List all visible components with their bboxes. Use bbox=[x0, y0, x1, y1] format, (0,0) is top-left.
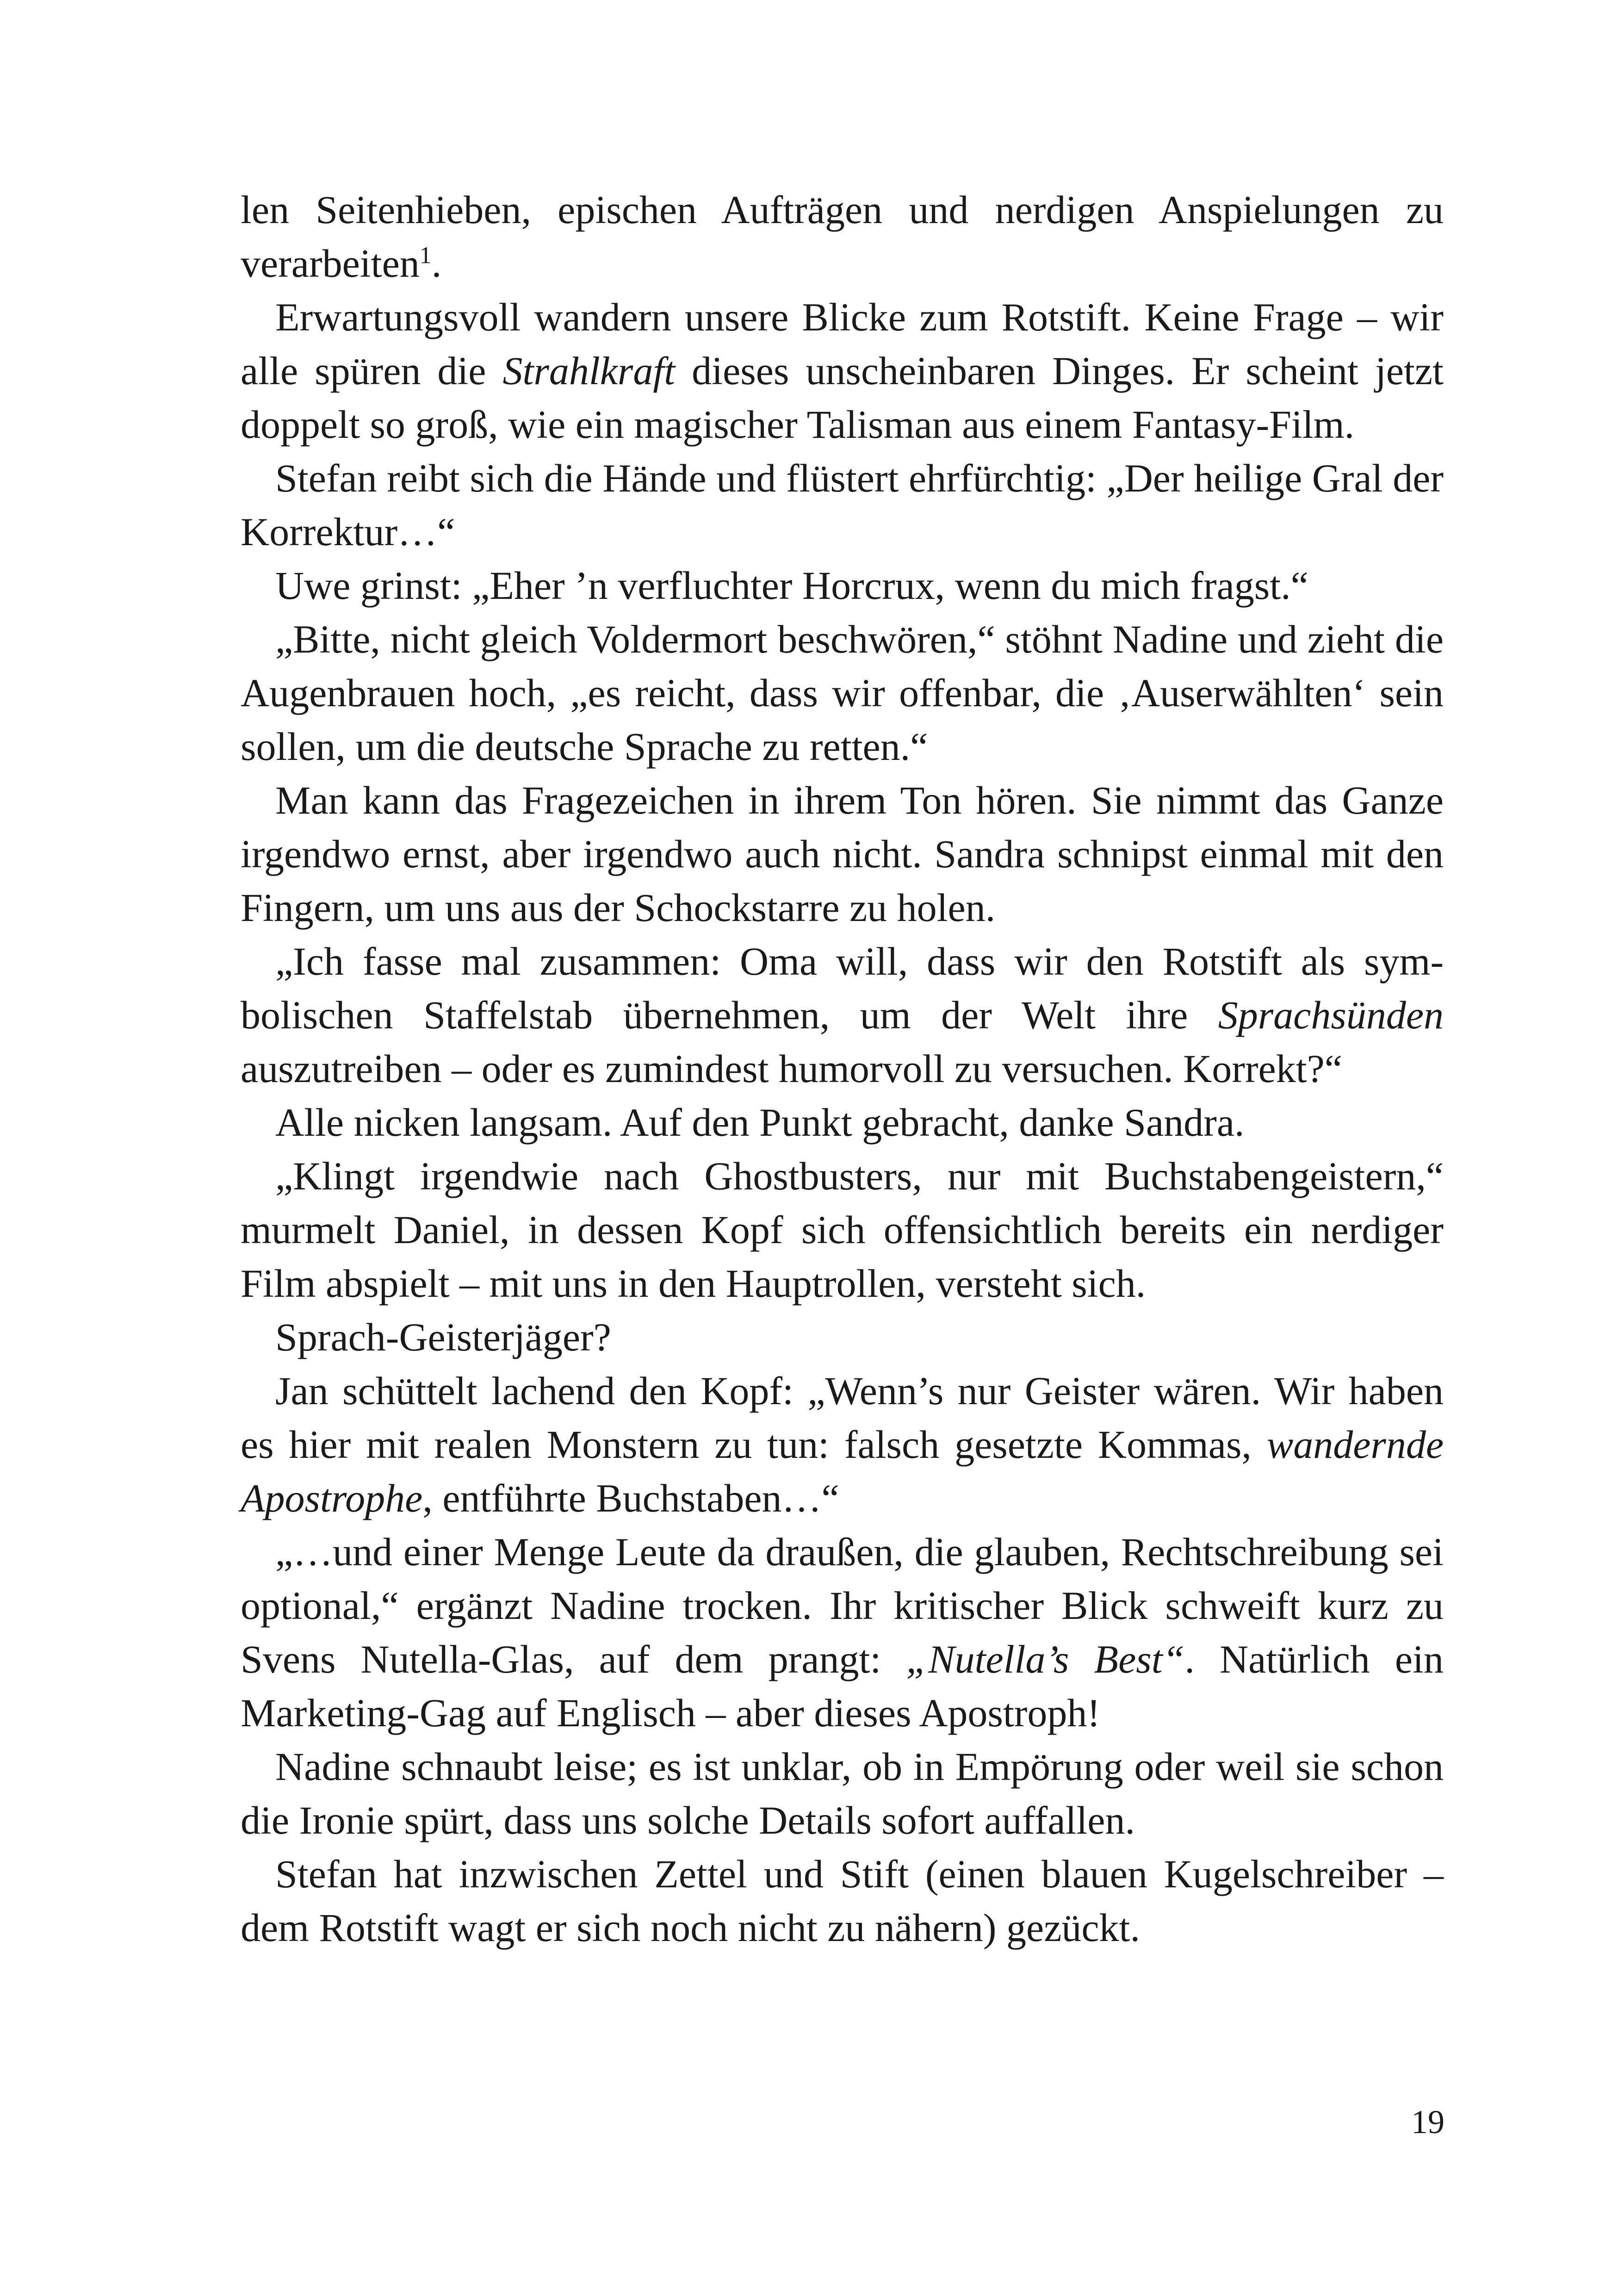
body-paragraph bbox=[241, 559, 1444, 612]
body-paragraph bbox=[241, 1525, 1444, 1740]
paragraph-text: Jan schüttelt lachend den Kopf: „Wenn’s nur Geister wären. Wir haben es hier mit realen Monstern zu tun: falsch gesetzte Kommas, bbox=[241, 1369, 1444, 1467]
body-paragraph bbox=[241, 1740, 1444, 1847]
body-paragraph bbox=[241, 183, 1444, 290]
paragraph-text: Stefan hat inzwischen Zettel und Stift (einen blauen Kugelschreiber – dem Rotstift wagt er sich noch nicht zu nähern) gezückt. bbox=[241, 1852, 1444, 1950]
paragraph-text: „Bitte, nicht gleich Voldermort beschwören,“ stöhnt Nadine und zieht die Augenbrauen hoch, „es reicht, dass wir offenbar, die ‚Auserwählten‘ sein sollen, um die deutsche Sprache zu retten.“ bbox=[241, 617, 1444, 769]
paragraph-text: dieses unscheinbaren Dinges. Er scheint jetzt doppelt so groß, wie ein magischer Talisman aus einem Fantasy-Film. bbox=[241, 348, 1444, 447]
body-paragraph bbox=[241, 1364, 1444, 1525]
body-paragraph bbox=[241, 1847, 1444, 1954]
paragraph-text: len Seitenhieben, epischen Aufträgen und nerdigen Anspielungen zu verarbeiten bbox=[241, 187, 1444, 286]
body-paragraph bbox=[241, 451, 1444, 559]
page-number: 19 bbox=[1411, 2103, 1444, 2140]
emphasis-text: Sprachsünden bbox=[1218, 993, 1444, 1037]
paragraph-text: Erwartungsvoll wandern unsere Blicke zum Rotstift. Keine Frage – wir alle spüren die bbox=[241, 295, 1444, 393]
body-paragraph bbox=[241, 290, 1444, 451]
paragraph-text: auszutreiben – oder es zumindest humorvoll zu versuchen. Korrekt?“ bbox=[241, 1046, 1342, 1091]
footnote-marker: 1 bbox=[419, 242, 432, 269]
body-paragraph bbox=[241, 934, 1444, 1095]
paragraph-text: Uwe grinst: „Eher ’n verfluchter Horcrux, wenn du mich fragst.“ bbox=[275, 563, 1308, 608]
body-paragraph bbox=[241, 612, 1444, 773]
paragraph-text: . bbox=[431, 241, 442, 286]
emphasis-text: „Nutella’s Best“ bbox=[906, 1637, 1185, 1681]
emphasis-text: wandernde Apostrophe bbox=[241, 1422, 1444, 1520]
body-paragraph bbox=[241, 1310, 1444, 1364]
paragraph-text: Man kann das Fragezeichen in ihrem Ton hören. Sie nimmt das Ganze irgendwo ernst, aber irgendwo auch nicht. Sandra schnipst einmal mit den Fingern, um uns aus der Schockstarre zu holen. bbox=[241, 778, 1444, 930]
paragraph-text: „…und einer Menge Leute da draußen, die glauben, Rechtschreibung sei optional,“ ergänzt Nadine trocken. Ihr kritischer Blick schweift kurz zu Svens Nutella-Glas, auf dem prangt: bbox=[241, 1530, 1444, 1681]
body-paragraph bbox=[241, 773, 1444, 934]
body-paragraph bbox=[241, 1149, 1444, 1310]
paragraph-text: Nadine schnaubt leise; es ist unklar, ob in Empörung oder weil sie schon die Ironie spürt, dass uns solche Details sofort auffallen. bbox=[241, 1744, 1444, 1842]
emphasis-text: Strahlkraft bbox=[502, 348, 676, 393]
page-body bbox=[241, 183, 1444, 1954]
paragraph-text: Sprach-Geisterjäger? bbox=[275, 1315, 611, 1359]
paragraph-text: Alle nicken langsam. Auf den Punkt gebracht, danke Sandra. bbox=[275, 1100, 1245, 1145]
paragraph-text: Stefan reibt sich die Hände und flüstert ehrfürchtig: „Der heilige Gral der Korrektur…“ bbox=[241, 456, 1444, 554]
paragraph-text: „Klingt irgendwie nach Ghostbusters, nur mit Buchstabengeistern,“ murmelt Daniel, in dessen Kopf sich offensichtlich bereits ein nerdiger Film abspielt – mit uns in den Hauptrollen, versteht sich. bbox=[241, 1154, 1444, 1306]
paragraph-text: . Natürlich ein Marketing-Gag auf Englisch – aber dieses Apostroph! bbox=[241, 1637, 1444, 1735]
paragraph-text: , entführte Buchstaben…“ bbox=[422, 1476, 839, 1520]
paragraph-text: „Ich fasse mal zusammen: Oma will, dass wir den Rotstift als symbolischen Staffelstab übernehmen, um der Welt ihre bbox=[241, 939, 1444, 1037]
body-paragraph bbox=[241, 1095, 1444, 1149]
